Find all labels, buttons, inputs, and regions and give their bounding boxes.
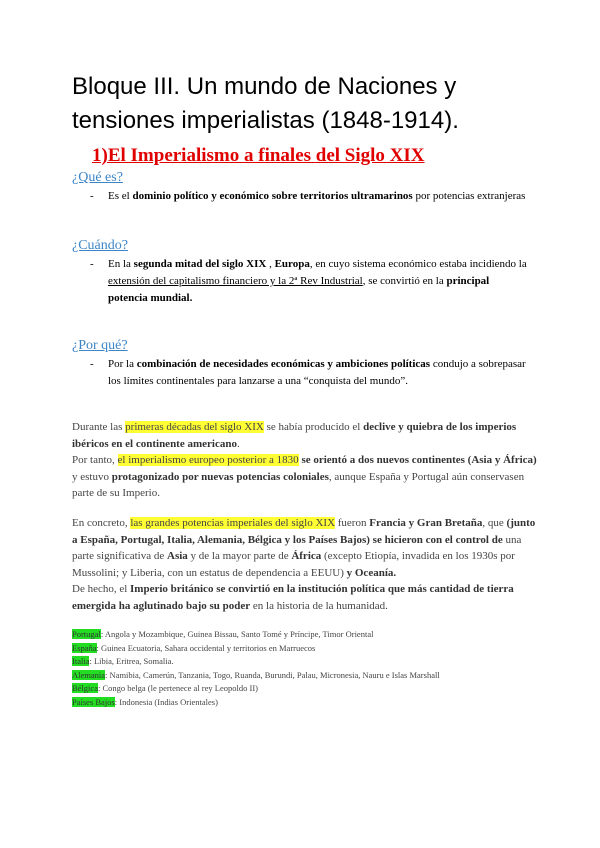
list-item: Italia: Libia, Eritrea, Somalia. [72,656,174,666]
paragraph-powers: En concreto, las grandes potencias imperiales del siglo XIX fueron Francia y Gran Bretaña, que (junto a España, Portugal, Italia, Alemania, Bélgica y los Países Bajos) se hicieron con el control de una parte significativa de Asia y de la mayor parte de África (excepto Etiopía, invadida en los 1930s por Mussolini; y Liberia, con un estatus de dependencia a EEUU) y Oceanía. De hecho, el Imperio británico se convirtió en la institución política que más cantidad de tierra emergida ha aglutinado bajo su poder en la historia de la humanidad. [72,517,536,612]
list-item: Portugal: Angola y Mozambique, Guinea Bissau, Santo Tomé y Príncipe, Timor Oriental [72,629,374,639]
bullet-cuando [90,256,530,307]
bullet-dash: - [90,258,94,270]
bullet-text: En la segunda mitad del siglo XIX , Europa, en cuyo sistema económico estaba incidiendo la extensión del capitalismo financiero y la 2ª Rev Industrial, se convirtió en la principal potencia mundial. [108,258,527,304]
list-item: España: Guinea Ecuatoria, Sahara occidental y territorios en Marruecos [72,642,316,653]
paragraph-decline: Durante las primeras décadas del siglo XIX se había producido el declive y quiebra de los imperios ibéricos en el continente americano. Por tanto, el imperialismo europeo posterior a 1830 se orientó a dos nuevos continentes (Asia y África) y estuvo protagonizado por nuevas potencias coloniales, aunque España y Portugal aún conservasen parte de su Imperio. [72,421,537,499]
question-por-que: ¿Por qué? [72,338,128,353]
bullet-dash: - [90,190,94,202]
question-que-es: ¿Qué es? [72,170,123,185]
bullet-text: Es el dominio político y económico sobre territorios ultramarinos por potencias extranjeras [108,190,526,202]
list-item: Bélgica: Congo belga (le pertenece al rey Leopoldo II) [72,683,258,693]
bullet-dash: - [90,358,94,370]
list-item: Alemania: Namibia, Camerún, Tanzania, Togo, Ruanda, Burundi, Palau, Micronesia, Nauru e Islas Marshall [72,669,440,680]
list-item: Países Bajos: Indonesia (Indias Orientales) [72,696,218,707]
colonies-list [72,628,542,709]
bullet-que-es [90,188,530,205]
page-title: Bloque III. Un mundo de Naciones y tensiones imperialistas (1848-1914). [72,73,459,134]
section-heading: 1)El Imperialismo a finales del Siglo XIX [92,145,425,166]
bullet-text: Por la combinación de necesidades económicas y ambiciones políticas condujo a sobrepasar los límites continentales para lanzarse a una “conquista del mundo”. [108,358,526,387]
bullet-por-que [90,356,530,390]
question-cuando: ¿Cuándo? [72,238,128,253]
